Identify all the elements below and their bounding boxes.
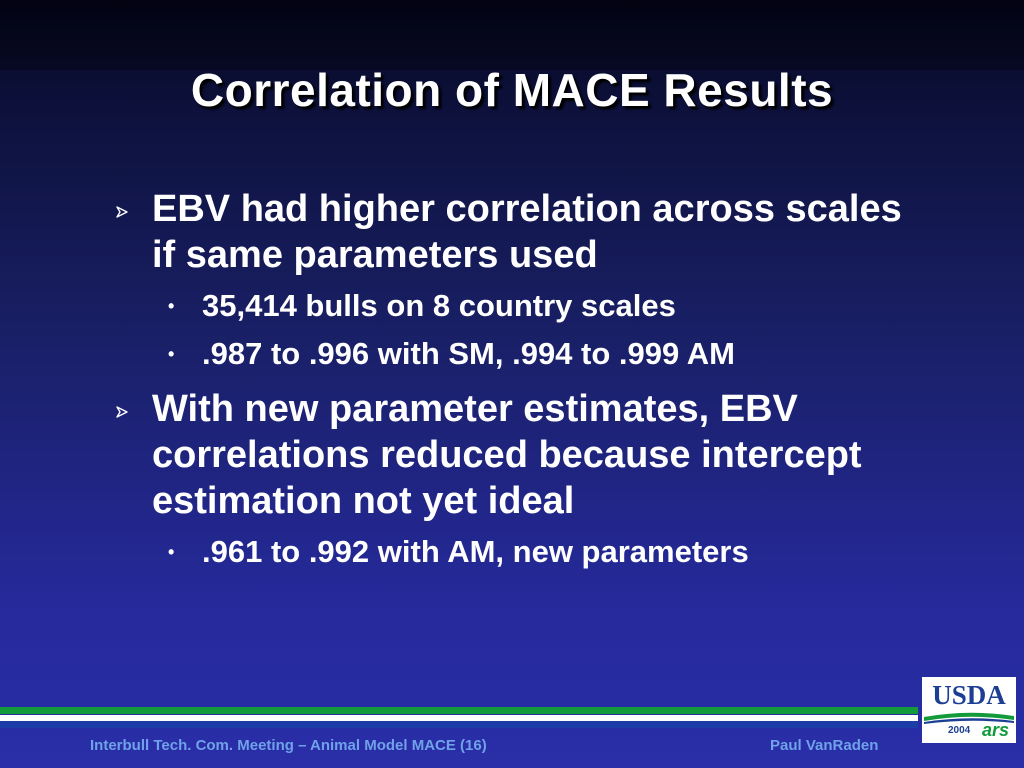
sub-bullet-item: [110, 334, 930, 374]
slide-title: Correlation of MACE Results: [190, 64, 834, 116]
footer-meeting-text: Interbull Tech. Com. Meeting – Animal Model MACE (16): [90, 737, 487, 754]
sub-bullet-item: [110, 286, 930, 326]
usda-logo-text: USDA: [932, 680, 1006, 710]
sub-bullet-text: 35,414 bulls on 8 country scales: [202, 288, 676, 323]
bullet-text: With new parameter estimates, EBV correlations reduced because intercept estimation not yet ideal: [152, 388, 862, 522]
usda-logo: [922, 677, 1016, 743]
footer-rule-blue: [0, 721, 918, 728]
footer-author-text: Paul VanRaden: [770, 737, 879, 754]
sub-bullet-item: [110, 532, 930, 572]
title-band: [0, 0, 1024, 70]
sub-bullet-text: .987 to .996 with SM, .994 to .999 AM: [202, 336, 735, 371]
slide-content: [110, 186, 930, 580]
dot-bullet-icon: •: [168, 296, 175, 316]
arrowhead-bullet-icon: [116, 406, 128, 418]
sub-bullet-text: .961 to .992 with AM, new parameters: [202, 534, 749, 569]
dot-bullet-icon: •: [168, 344, 175, 364]
arrowhead-bullet-icon: [116, 206, 128, 218]
dot-bullet-icon: •: [168, 542, 175, 562]
bullet-item: [110, 186, 930, 278]
logo-year-text: 2004: [948, 725, 971, 736]
footer-rule-green: [0, 707, 918, 714]
bullet-text: EBV had higher correlation across scales if same parameters used: [152, 188, 902, 276]
bullet-item: [110, 386, 930, 524]
ars-logo-text: ars: [982, 720, 1010, 740]
